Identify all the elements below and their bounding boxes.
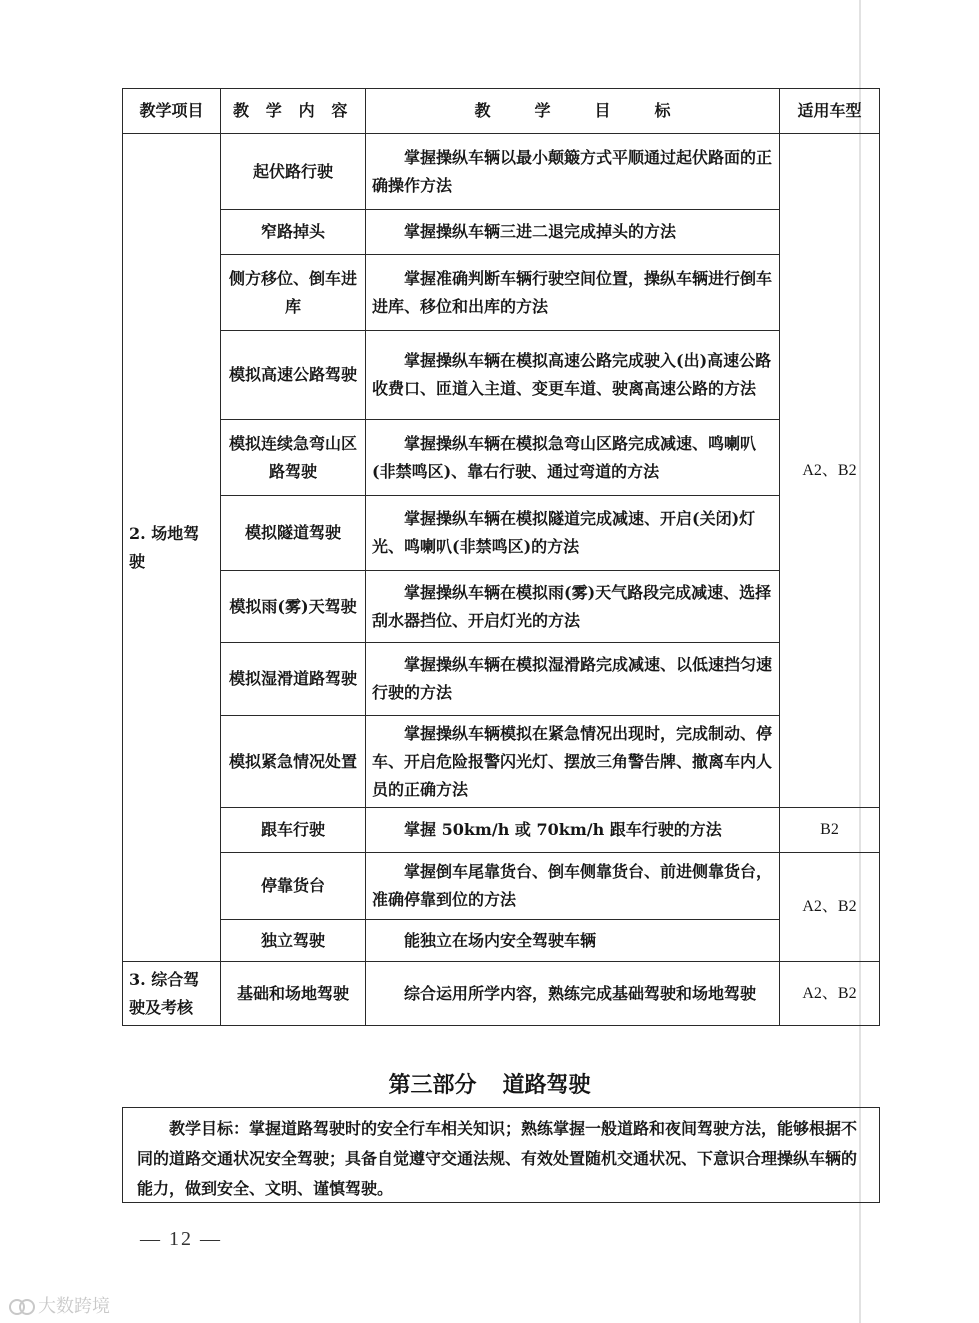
goal-cell: 掌握操纵车辆三进二退完成掉头的方法	[366, 210, 780, 255]
table-header-row	[123, 89, 880, 134]
table-row	[123, 853, 880, 920]
table-row	[123, 255, 880, 331]
header-teaching-goal	[366, 89, 780, 134]
goal-cell: 掌握 50km/h 或 70km/h 跟车行驶的方法	[366, 808, 780, 853]
table-row	[123, 643, 880, 716]
goal-header-char: 目	[594, 101, 611, 120]
teaching-table	[122, 88, 880, 1026]
goal-header-char: 标	[654, 101, 671, 120]
item-comprehensive: 3. 综合驾驶及考核	[123, 962, 221, 1026]
content-cell: 模拟雨(雾)天驾驶	[221, 571, 366, 643]
goal-cell: 掌握操纵车辆以最小颠簸方式平顺通过起伏路面的正确操作方法	[366, 134, 780, 210]
goal-cell: 掌握准确判断车辆行驶空间位置，操纵车辆进行倒车进库、移位和出库的方法	[366, 255, 780, 331]
watermark-logo-icon	[8, 1298, 36, 1316]
goal-header-char: 教	[474, 101, 491, 120]
goal-cell: 综合运用所学内容，熟练完成基础驾驶和场地驾驶	[366, 962, 780, 1026]
goal-cell: 掌握操纵车辆在模拟隧道完成减速、开启(关闭)灯光、鸣喇叭(非禁鸣区)的方法	[366, 496, 780, 571]
watermark	[8, 1292, 110, 1318]
page-number: — 12 —	[140, 1228, 222, 1250]
content-cell: 基础和场地驾驶	[221, 962, 366, 1026]
content-cell: 模拟隧道驾驶	[221, 496, 366, 571]
table-row	[123, 571, 880, 643]
table-row	[123, 920, 880, 962]
teaching-objective-box: 教学目标：掌握道路驾驶时的安全行车相关知识；熟练掌握一般道路和夜间驾驶方法，能够根据不同的道路交通状况安全驾驶；具备自觉遵守交通法规、有效处置随机交通状况、下意识合理操纵车辆的能力，做到安全、文明、谨慎驾驶。	[122, 1107, 880, 1203]
header-vehicle-type: 适用车型	[780, 89, 880, 134]
content-cell: 独立驾驶	[221, 920, 366, 962]
content-cell: 模拟紧急情况处置	[221, 716, 366, 808]
goal-cell: 掌握操纵车辆在模拟高速公路完成驶入(出)高速公路收费口、匝道入主道、变更车道、驶离高速公路的方法	[366, 331, 780, 420]
content-cell: 跟车行驶	[221, 808, 366, 853]
vehicle-type-cell: B2	[780, 808, 880, 853]
section-part-label: 第三部分	[388, 1073, 477, 1098]
content-cell: 起伏路行驶	[221, 134, 366, 210]
section-title-text: 道路驾驶	[502, 1073, 591, 1098]
content-cell: 侧方移位、倒车进库	[221, 255, 366, 331]
section-title	[0, 1068, 979, 1099]
table-row	[123, 331, 880, 420]
goal-cell: 掌握操纵车辆在模拟湿滑路完成减速、以低速挡匀速行驶的方法	[366, 643, 780, 716]
content-cell: 模拟连续急弯山区路驾驶	[221, 420, 366, 496]
content-cell: 停靠货台	[221, 853, 366, 920]
table-row	[123, 808, 880, 853]
table-row	[123, 210, 880, 255]
watermark-text: 大数跨境	[38, 1296, 110, 1317]
goal-cell: 掌握操纵车辆模拟在紧急情况出现时，完成制动、停车、开启危险报警闪光灯、摆放三角警告牌、撤离车内人员的正确方法	[366, 716, 780, 808]
content-cell: 窄路掉头	[221, 210, 366, 255]
content-cell: 模拟高速公路驾驶	[221, 331, 366, 420]
item-site-driving: 2. 场地驾驶	[123, 134, 221, 962]
goal-header-char: 学	[534, 101, 551, 120]
goal-cell: 掌握操纵车辆在模拟急弯山区路完成减速、鸣喇叭(非禁鸣区)、靠右行驶、通过弯道的方法	[366, 420, 780, 496]
table-row	[123, 962, 880, 1026]
header-teaching-item: 教学项目	[123, 89, 221, 134]
goal-cell: 掌握倒车尾靠货台、倒车侧靠货台、前进侧靠货台，准确停靠到位的方法	[366, 853, 780, 920]
table-row	[123, 496, 880, 571]
table-row	[123, 716, 880, 808]
vehicle-type-cell: A2、B2	[780, 962, 880, 1026]
goal-cell: 掌握操纵车辆在模拟雨(雾)天气路段完成减速、选择刮水器挡位、开启灯光的方法	[366, 571, 780, 643]
header-teaching-content: 教 学 内 容	[221, 89, 366, 134]
goal-cell: 能独立在场内安全驾驶车辆	[366, 920, 780, 962]
table-row	[123, 134, 880, 210]
vehicle-type-cell: A2、B2	[780, 134, 880, 808]
content-cell: 模拟湿滑道路驾驶	[221, 643, 366, 716]
table-row	[123, 420, 880, 496]
vehicle-type-cell: A2、B2	[780, 853, 880, 962]
